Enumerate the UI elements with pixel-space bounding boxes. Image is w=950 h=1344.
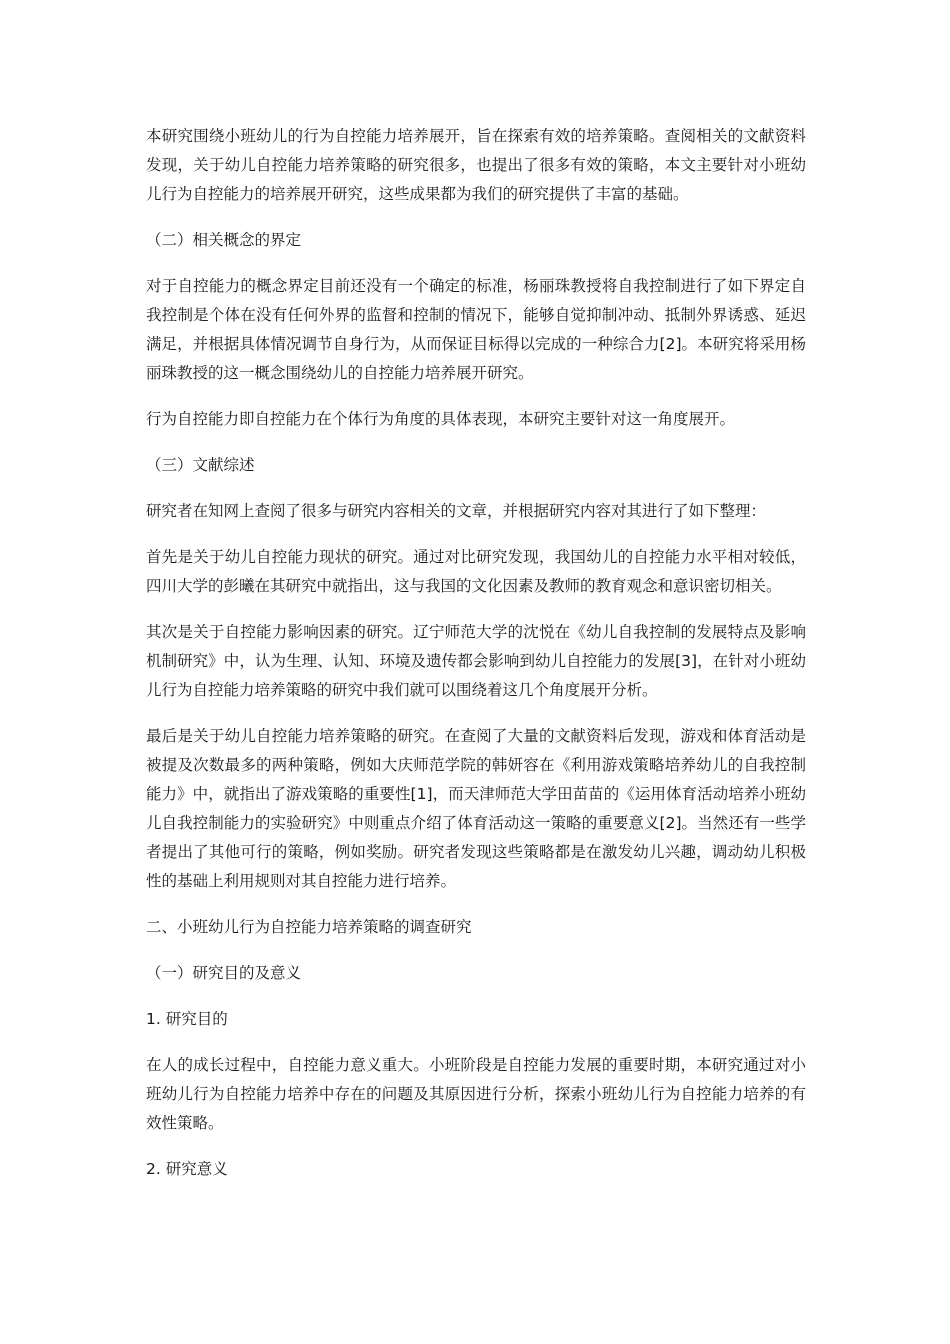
heading-concept-definition: （二）相关概念的界定 (146, 231, 302, 249)
paragraph-review-factors: 其次是关于自控能力影响因素的研究。辽宁师范大学的沈悦在《幼儿自我控制的发展特点及影响机制研究》中，认为生理、认知、环境及遗传都会影响到幼儿自控能力的发展[3]，在针对小班幼儿行为自控能力培养策略的研究中我们就可以围绕着这几个角度展开分析。 (146, 623, 806, 699)
paragraph-research-intro: 本研究围绕小班幼儿的行为自控能力培养展开，旨在探索有效的培养策略。查阅相关的文献资料发现，关于幼儿自控能力培养策略的研究很多，也提出了很多有效的策略，本文主要针对小班幼儿行为自控能力的培养展开研究，这些成果都为我们的研究提供了丰富的基础。 (146, 127, 806, 203)
heading-purpose-and-meaning: （一）研究目的及意义 (146, 964, 302, 982)
heading-research-meaning: 2. 研究意义 (146, 1160, 228, 1178)
paragraph-behavior-self-control: 行为自控能力即自控能力在个体行为角度的具体表现，本研究主要针对这一角度展开。 (146, 410, 736, 428)
paragraph-research-purpose: 在人的成长过程中，自控能力意义重大。小班阶段是自控能力发展的重要时期，本研究通过对小班幼儿行为自控能力培养中存在的问题及其原因进行分析，探索小班幼儿行为自控能力培养的有效性策略。 (146, 1056, 806, 1132)
heading-research-purpose: 1. 研究目的 (146, 1010, 228, 1028)
paragraph-concept-definition: 对于自控能力的概念界定目前还没有一个确定的标准，杨丽珠教授将自我控制进行了如下界定自我控制是个体在没有任何外界的监督和控制的情况下，能够自觉抑制冲动、抵制外界诱惑、延迟满足，并根据具体情况调节自身行为，从而保证目标得以完成的一种综合力[2]。本研究将采用杨丽珠教授的这一概念围绕幼儿的自控能力培养展开研究。 (146, 277, 806, 382)
paragraph-review-strategies: 最后是关于幼儿自控能力培养策略的研究。在查阅了大量的文献资料后发现，游戏和体育活动是被提及次数最多的两种策略，例如大庆师范学院的韩妍容在《利用游戏策略培养幼儿的自我控制能力》中，就指出了游戏策略的重要性[1]，而天津师范大学田苗苗的《运用体育活动培养小班幼儿自我控制能力的实验研究》中则重点介绍了体育活动这一策略的重要意义[2]。当然还有一些学者提出了其他可行的策略，例如奖励。研究者发现这些策略都是在激发幼儿兴趣，调动幼儿积极性的基础上利用规则对其自控能力进行培养。 (146, 727, 806, 890)
paragraph-review-overview: 研究者在知网上查阅了很多与研究内容相关的文章，并根据研究内容对其进行了如下整理： (146, 502, 767, 520)
document-body (146, 122, 806, 1201)
paragraph-review-status: 首先是关于幼儿自控能力现状的研究。通过对比研究发现，我国幼儿的自控能力水平相对较低，四川大学的彭曦在其研究中就指出，这与我国的文化因素及教师的教育观念和意识密切相关。 (146, 548, 806, 595)
heading-literature-review: （三）文献综述 (146, 456, 255, 474)
heading-section-two: 二、小班幼儿行为自控能力培养策略的调查研究 (146, 918, 472, 936)
